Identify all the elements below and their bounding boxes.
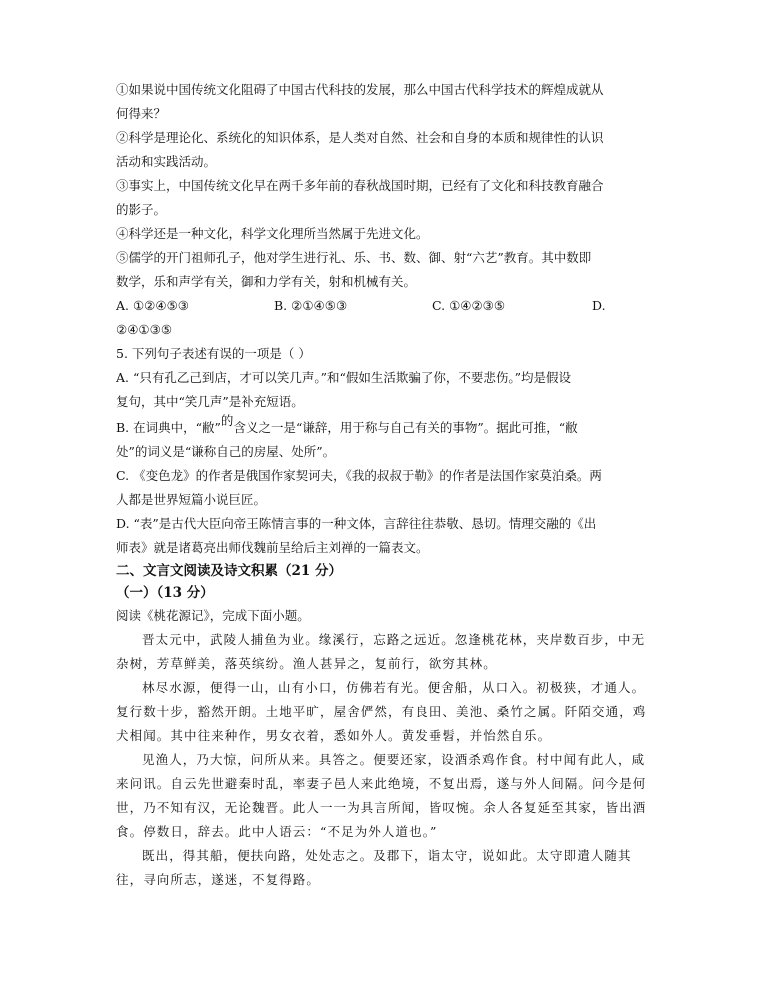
passage-p3-line-4: 食。停数日，辞去。此中人语云：“不足为外人道也。”	[116, 824, 438, 839]
q5-option-b-raised-char: 的	[220, 413, 234, 428]
q5-option-c-line-2: 人都是世界短篇小说巨匠。	[116, 492, 267, 507]
q5-option-c-line-1: C. 《变色龙》的作者是俄国作家契诃夫，《我的叔叔于勒》的作者是法国作家莫泊桑。两	[116, 468, 602, 483]
sentence-3-line-2: 的影子。	[116, 202, 167, 217]
q4-option-d-value: ②④①③⑤	[116, 322, 173, 337]
passage-p1-line-2: 杂树，芳草鲜美，落英缤纷。渔人甚异之，复前行，欲穷其林。	[116, 656, 497, 671]
q5-option-d-line-1: D. “表”是古代大臣向帝王陈情言事的一种文体，言辞往往恭敬、恳切。情理交融的《出	[116, 516, 597, 531]
passage-p1-line-1: 晋太元中，武陵人捕鱼为业。缘溪行，忘路之远近。忽逢桃花林，夹岸数百步，中无	[142, 632, 646, 647]
sentence-5-line-1: ⑤儒学的开门祖师孔子，他对学生进行礼、乐、书、数、御、射“六艺”教育。其中数即	[116, 250, 592, 265]
passage-p2-line-2: 复行数十步，豁然开朗。土地平旷，屋舍俨然，有良田、美池、桑竹之属。阡陌交通，鸡	[116, 704, 647, 719]
passage-p2-line-3: 犬相闻。其中往来种作，男女衣着，悉如外人。黄发垂髫，并怡然自乐。	[116, 728, 552, 743]
sentence-3-line-1: ③事实上，中国传统文化早在两千多年前的春秋战国时期，已经有了文化和科技教育融合	[116, 178, 604, 193]
sentence-2-line-2: 活动和实践活动。	[116, 154, 217, 169]
q4-option-b: B. ②①④⑤③	[274, 298, 348, 313]
section-2-title: 二、文言文阅读及诗文积累（21 分）	[116, 563, 342, 579]
q4-options	[116, 294, 656, 318]
passage-p3-line-1: 见渔人，乃大惊，问所从来。具答之。便要还家，设酒杀鸡作食。村中闻有此人，咸	[142, 752, 646, 767]
passage-p3-line-2: 来问讯。自云先世避秦时乱，率妻子邑人来此绝境，不复出焉，遂与外人间隔。问今是何	[116, 776, 647, 791]
passage-p4-line-1: 既出，得其船，便扶向路，处处志之。及郡下，诣太守，说如此。太守即遣人随其	[142, 848, 632, 863]
sentence-1-line-1: ①如果说中国传统文化阻碍了中国古代科技的发展，那么中国古代科学技术的辉煌成就从	[116, 82, 604, 97]
sentence-4: ④科学还是一种文化，科学文化理所当然属于先进文化。	[116, 226, 429, 241]
q5-option-b-post: 含义之一是“谦辞，用于称与自己有关的事物”。据此可推，“敝	[233, 420, 578, 435]
page-content	[116, 78, 656, 892]
q5-option-b-line-2: 处”的词义是“谦称自己的房屋、处所”。	[116, 444, 336, 459]
q5-option-a-line-1: A. “只有孔乙己到店，才可以笑几声。”和“假如生活欺骗了你，不要悲伤。”均是假设	[116, 370, 572, 385]
q5-option-b-pre: B. 在词典中，“敝”	[116, 420, 221, 435]
passage-p2-line-1: 林尽水源，便得一山，山有小口，仿佛若有光。便舍船，从口入。初极狭，才通人。	[142, 680, 646, 695]
q5-stem: 5. 下列句子表述有误的一项是（ ）	[116, 346, 311, 361]
passage-p3-line-3: 世，乃不知有汉，无论魏晋。此人一一为具言所闻，皆叹惋。余人各复延至其家，皆出酒	[116, 800, 647, 815]
sentence-1-line-2: 何得来？	[116, 106, 167, 121]
sentence-2-line-1: ②科学是理论化、系统化的知识体系，是人类对自然、社会和自身的本质和规律性的认识	[116, 130, 604, 145]
sentence-5-line-2: 数学，乐和声学有关，御和力学有关，射和机械有关。	[116, 274, 417, 289]
q4-option-d-label: D.	[592, 298, 606, 313]
section-2-subtitle: （一）（13 分）	[116, 585, 214, 601]
q5-option-d-line-2: 师表》就是诸葛亮出师伐魏前呈给后主刘禅的一篇表文。	[116, 540, 429, 555]
q5-option-a-line-2: 复句，其中“笑几声”是补充短语。	[116, 394, 304, 409]
passage-p4-line-2: 往，寻向所志，遂迷，不复得路。	[116, 872, 321, 887]
reading-instruction: 阅读《桃花源记》，完成下面小题。	[116, 608, 310, 623]
q4-option-c: C. ①④②③⑤	[432, 298, 506, 313]
q5-option-b-line-1	[116, 413, 656, 440]
q4-option-a: A. ①②④⑤③	[116, 298, 190, 313]
